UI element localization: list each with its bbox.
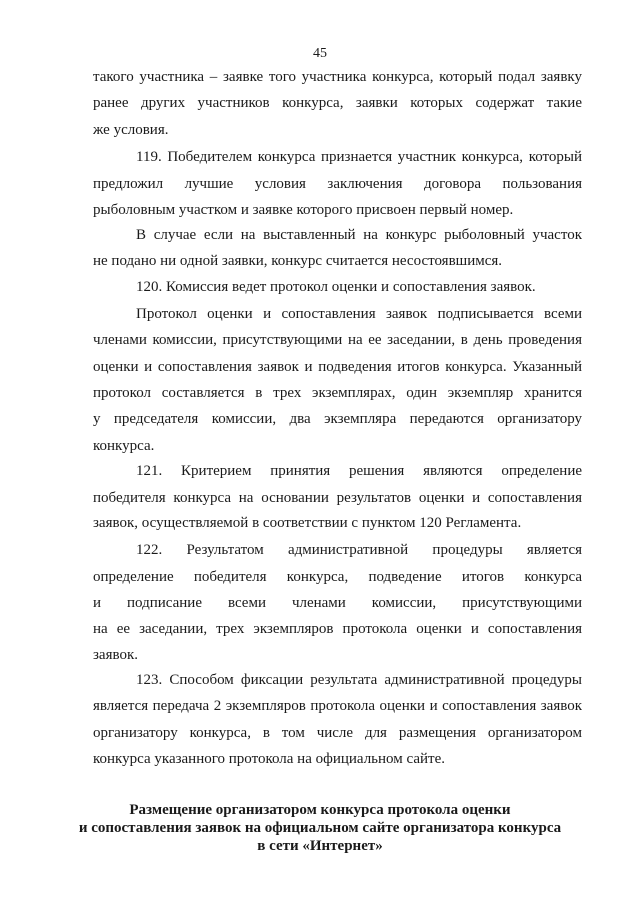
paragraph-line: является передача 2 экземпляров протокола оценки и сопоставления заявок <box>93 698 582 714</box>
paragraph-line: такого участника – заявке того участника конкурса, который подал заявку <box>93 69 582 85</box>
paragraph-line: оценки и сопоставления заявок и подведения итогов конкурса. Указанный <box>93 359 582 375</box>
paragraph-line: не подано ни одной заявки, конкурс считается несостоявшимся. <box>93 253 503 269</box>
paragraph-line: и подписание всеми членами комиссии, присутствующими <box>93 595 582 611</box>
paragraph-line: 122. Результатом административной процедуры является <box>136 542 582 558</box>
paragraph-line: победителя конкурса на основании результатов оценки и сопоставления <box>93 490 582 506</box>
paragraph-line: рыболовным участком и заявке которого присвоен первый номер. <box>93 202 514 218</box>
paragraph-line: Протокол оценки и сопоставления заявок подписывается всеми <box>136 306 582 322</box>
section-heading-line: в сети «Интернет» <box>257 838 383 854</box>
section-heading-line: и сопоставления заявок на официальном сайте организатора конкурса <box>78 820 562 836</box>
paragraph-line: же условия. <box>93 122 169 138</box>
paragraph-line: 123. Способом фиксации результата административной процедуры <box>136 672 582 688</box>
paragraph-line: у председателя комиссии, два экземпляра передаются организатору <box>93 411 582 427</box>
paragraph-line: заявок. <box>93 647 138 663</box>
paragraph-line: В случае если на выставленный на конкурс рыболовный участок <box>136 227 582 243</box>
paragraph-line: 121. Критерием принятия решения являются определение <box>136 463 582 479</box>
paragraph-line: конкурса указанного протокола на официальном сайте. <box>93 751 445 767</box>
paragraph-line: 119. Победителем конкурса признается участник конкурса, который <box>136 149 582 165</box>
paragraph-line: членами комиссии, присутствующими на ее заседании, в день проведения <box>93 332 582 348</box>
paragraph-line: ранее других участников конкурса, заявки которых содержат такие <box>93 95 582 111</box>
paragraph-line: организатору конкурса, в том числе для размещения организатором <box>93 725 582 741</box>
section-heading-line: Размещение организатором конкурса протокола оценки <box>129 802 511 818</box>
paragraph-line: на ее заседании, трех экземпляров протокола оценки и сопоставления <box>93 621 582 637</box>
paragraph-line: конкурса. <box>93 438 155 454</box>
page-number: 45 <box>313 46 327 61</box>
paragraph-line: предложил лучшие условия заключения договора пользования <box>93 176 582 192</box>
paragraph-line: определение победителя конкурса, подведение итогов конкурса <box>93 569 582 585</box>
paragraph-line: протокол составляется в трех экземплярах, один экземпляр хранится <box>93 385 582 401</box>
paragraph-line: 120. Комиссия ведет протокол оценки и сопоставления заявок. <box>136 279 536 295</box>
paragraph-line: заявок, осуществляемой в соответствии с пунктом 120 Регламента. <box>93 515 522 531</box>
